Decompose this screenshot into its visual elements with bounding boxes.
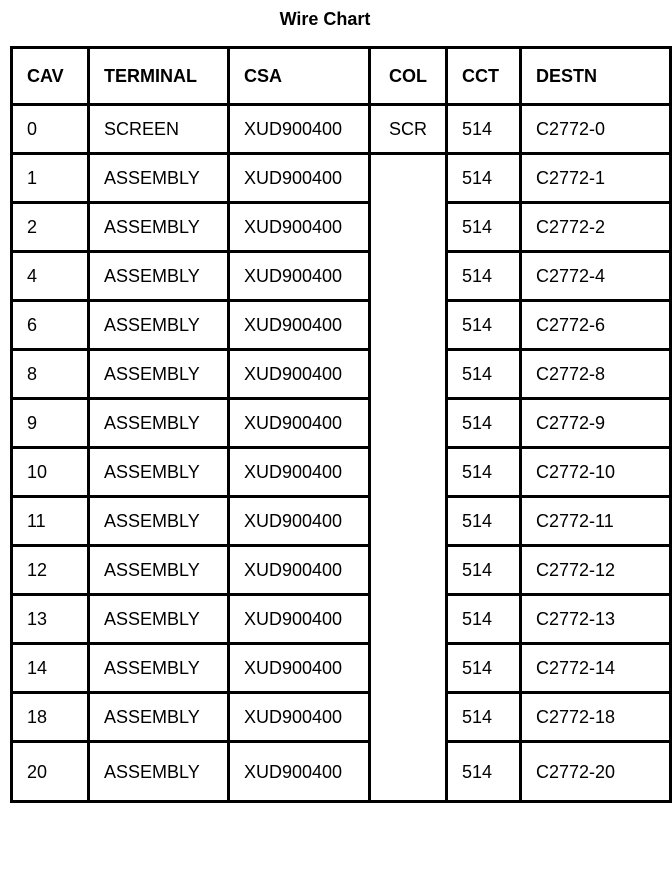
cell-csa: XUD900400 — [229, 595, 370, 644]
cell-csa: XUD900400 — [229, 301, 370, 350]
cell-cav: 12 — [12, 546, 89, 595]
cell-csa: XUD900400 — [229, 350, 370, 399]
cell-cav: 20 — [12, 742, 89, 802]
cell-terminal: ASSEMBLY — [89, 399, 229, 448]
header-cav: CAV — [12, 48, 89, 105]
header-terminal: TERMINAL — [89, 48, 229, 105]
cell-destn: C2772-2 — [521, 203, 671, 252]
cell-cav: 6 — [12, 301, 89, 350]
cell-terminal: ASSEMBLY — [89, 301, 229, 350]
cell-destn: C2772-9 — [521, 399, 671, 448]
page-title: Wire Chart — [279, 9, 371, 29]
cell-terminal: ASSEMBLY — [89, 154, 229, 203]
cell-destn: C2772-13 — [521, 595, 671, 644]
cell-csa: XUD900400 — [229, 497, 370, 546]
table-row — [12, 742, 671, 802]
header-cct: CCT — [447, 48, 521, 105]
table-row — [12, 497, 671, 546]
table-row — [12, 546, 671, 595]
cell-destn: C2772-11 — [521, 497, 671, 546]
cell-terminal: ASSEMBLY — [89, 595, 229, 644]
cell-cct: 514 — [447, 399, 521, 448]
cell-cct: 514 — [447, 252, 521, 301]
cell-destn: C2772-0 — [521, 105, 671, 154]
table-row — [12, 252, 671, 301]
cell-cct: 514 — [447, 154, 521, 203]
table-row — [12, 693, 671, 742]
cell-destn: C2772-6 — [521, 301, 671, 350]
cell-csa: XUD900400 — [229, 644, 370, 693]
cell-cav: 18 — [12, 693, 89, 742]
cell-destn: C2772-4 — [521, 252, 671, 301]
cell-destn: C2772-1 — [521, 154, 671, 203]
table-row — [12, 399, 671, 448]
cell-terminal: ASSEMBLY — [89, 546, 229, 595]
cell-csa: XUD900400 — [229, 693, 370, 742]
cell-cav: 14 — [12, 644, 89, 693]
cell-cct: 514 — [447, 693, 521, 742]
cell-cct: 514 — [447, 105, 521, 154]
cell-terminal: ASSEMBLY — [89, 497, 229, 546]
cell-cct: 514 — [447, 301, 521, 350]
cell-csa: XUD900400 — [229, 154, 370, 203]
cell-cct: 514 — [447, 350, 521, 399]
header-csa: CSA — [229, 48, 370, 105]
cell-destn: C2772-14 — [521, 644, 671, 693]
cell-csa: XUD900400 — [229, 203, 370, 252]
cell-cav: 2 — [12, 203, 89, 252]
cell-cav: 4 — [12, 252, 89, 301]
cell-terminal: ASSEMBLY — [89, 203, 229, 252]
cell-csa: XUD900400 — [229, 105, 370, 154]
table-row — [12, 595, 671, 644]
cell-cct: 514 — [447, 497, 521, 546]
table-row — [12, 154, 671, 203]
table-header-row — [12, 48, 671, 105]
cell-cav: 8 — [12, 350, 89, 399]
header-destn: DESTN — [521, 48, 671, 105]
cell-terminal: ASSEMBLY — [89, 448, 229, 497]
cell-col-merged — [370, 154, 447, 802]
cell-cav: 13 — [12, 595, 89, 644]
cell-cct: 514 — [447, 546, 521, 595]
cell-destn: C2772-10 — [521, 448, 671, 497]
cell-terminal: ASSEMBLY — [89, 693, 229, 742]
cell-terminal: SCREEN — [89, 105, 229, 154]
wire-chart-table — [10, 46, 672, 803]
cell-terminal: ASSEMBLY — [89, 644, 229, 693]
cell-csa: XUD900400 — [229, 252, 370, 301]
cell-csa: XUD900400 — [229, 742, 370, 802]
cell-destn: C2772-12 — [521, 546, 671, 595]
cell-cav: 11 — [12, 497, 89, 546]
table-row — [12, 350, 671, 399]
cell-cct: 514 — [447, 448, 521, 497]
cell-terminal: ASSEMBLY — [89, 742, 229, 802]
cell-terminal: ASSEMBLY — [89, 252, 229, 301]
cell-csa: XUD900400 — [229, 546, 370, 595]
cell-col: SCR — [370, 105, 447, 154]
table-row — [12, 203, 671, 252]
cell-cct: 514 — [447, 742, 521, 802]
cell-cav: 0 — [12, 105, 89, 154]
cell-csa: XUD900400 — [229, 448, 370, 497]
cell-destn: C2772-18 — [521, 693, 671, 742]
table-row — [12, 644, 671, 693]
header-col: COL — [370, 48, 447, 105]
cell-cct: 514 — [447, 595, 521, 644]
table-row — [12, 105, 671, 154]
cell-cct: 514 — [447, 644, 521, 693]
cell-cav: 10 — [12, 448, 89, 497]
cell-cav: 1 — [12, 154, 89, 203]
cell-cct: 514 — [447, 203, 521, 252]
cell-destn: C2772-20 — [521, 742, 671, 802]
cell-terminal: ASSEMBLY — [89, 350, 229, 399]
cell-destn: C2772-8 — [521, 350, 671, 399]
cell-csa: XUD900400 — [229, 399, 370, 448]
cell-cav: 9 — [12, 399, 89, 448]
table-row — [12, 301, 671, 350]
table-row — [12, 448, 671, 497]
